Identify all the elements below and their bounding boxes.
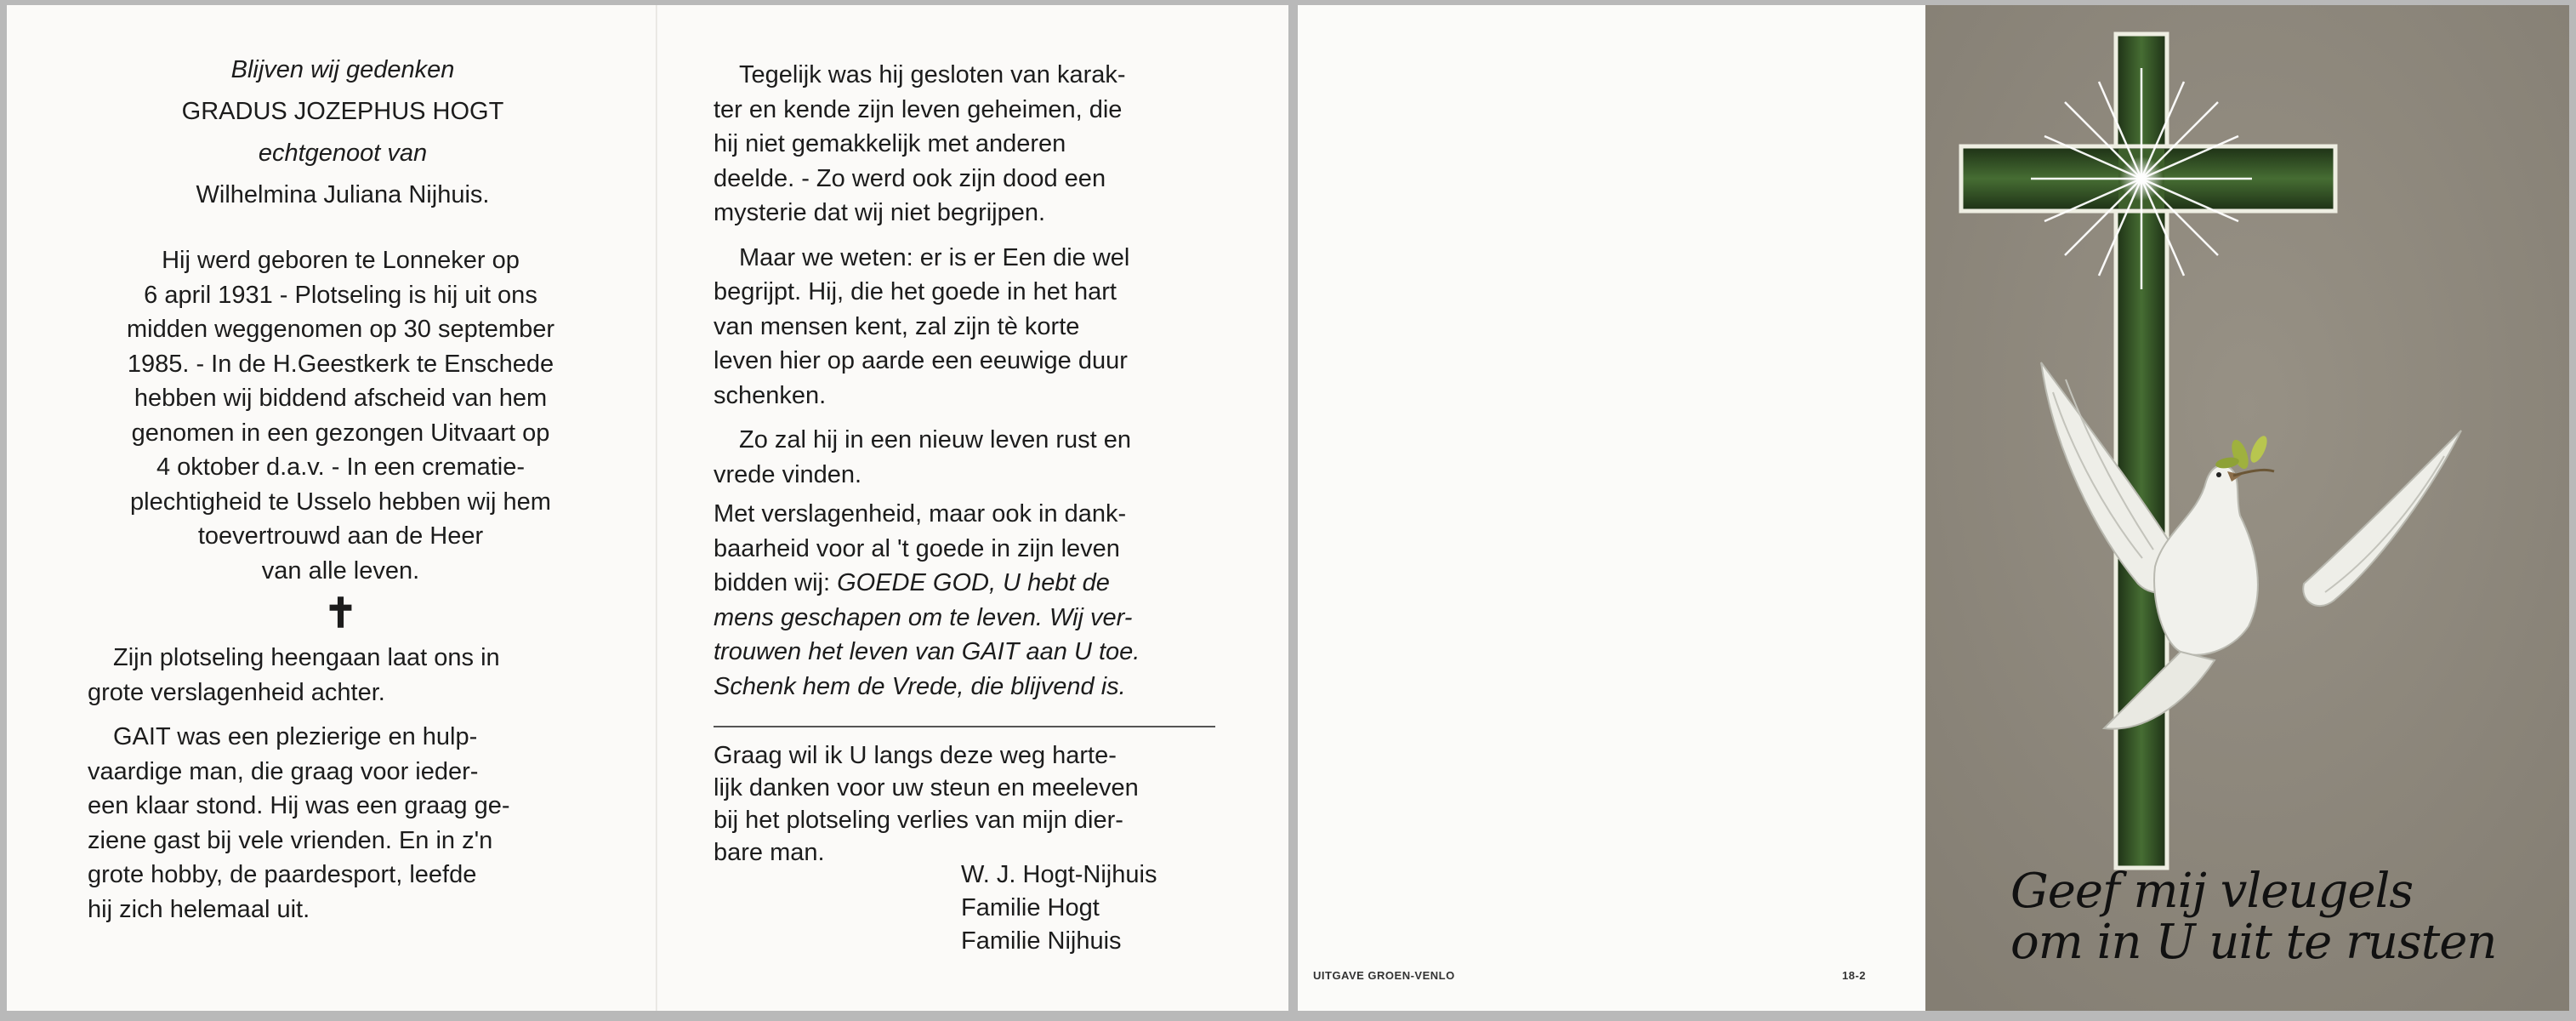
cover-verse — [2010, 866, 2538, 968]
signature-block — [961, 858, 1157, 958]
mystery-paragraph — [714, 58, 1215, 231]
text-line: deelde. - Zo werd ook zijn dood een — [714, 164, 1106, 192]
text-line: Tegelijk was hij gesloten van karak- — [739, 61, 1126, 88]
prayer-line: Schenk hem de Vrede, die blijvend is. — [714, 672, 1126, 700]
inner-right-panel — [656, 5, 1288, 1011]
text-line: vrede vinden. — [714, 460, 862, 488]
verse-line: Geef mij vleugels — [2010, 864, 2414, 919]
text-line: vaardige man, die graag voor ieder- — [88, 757, 479, 785]
text-line: grote verslagenheid achter. — [88, 678, 385, 706]
text-line: 1985. - In de H.Geestkerk te Enschede — [127, 350, 554, 378]
prayer-paragraph — [714, 497, 1215, 704]
text-line: 4 oktober d.a.v. - In een crematie- — [156, 453, 526, 481]
text-line: mysterie dat wij niet begrijpen. — [714, 199, 1046, 226]
verse-line: om in U uit te rusten — [2010, 915, 2497, 970]
publisher-imprint: UITGAVE GROEN-VENLO — [1313, 969, 1455, 982]
reflection-text — [714, 58, 1215, 704]
text-line: Met verslagenheid, maar ook in dank- — [714, 500, 1127, 528]
text-line: toevertrouwd aan de Heer — [197, 522, 484, 550]
text-line: van mensen kent, zal zijn tè korte — [714, 312, 1080, 340]
text-line: 6 april 1931 - Plotseling is hij uit ons — [144, 281, 537, 309]
text-line: bare man. — [714, 839, 825, 866]
thanks-paragraph — [714, 739, 1215, 869]
text-line: midden weggenomen op 30 september — [127, 316, 554, 343]
deceased-name: GRADUS JOZEPHUS HOGT — [181, 98, 504, 125]
signature-line: Familie Hogt — [961, 894, 1100, 921]
prayer-intro: bidden wij: — [714, 569, 838, 596]
text-line: een klaar stond. Hij was een graag ge- — [88, 792, 510, 819]
text-line: plechtigheid te Usselo hebben wij hem — [130, 488, 551, 516]
text-line: hij zich helemaal uit. — [88, 895, 310, 923]
text-line: hij niet gemakkelijk met anderen — [714, 130, 1066, 157]
biography-text — [88, 243, 594, 927]
text-line: GAIT was een plezierige en hulp- — [113, 723, 478, 750]
divider-line — [714, 726, 1215, 727]
faith-paragraph — [714, 241, 1215, 414]
memorial-header — [83, 49, 602, 216]
card-code: 18-2 — [1842, 969, 1867, 982]
text-line: Zijn plotseling heengaan laat ons in — [113, 644, 500, 671]
spouse-name: Wilhelmina Juliana Nijhuis. — [196, 181, 490, 208]
character-paragraph — [88, 720, 594, 927]
text-line: lijk danken voor uw steun en meeleven — [714, 774, 1139, 801]
biography-paragraph — [88, 243, 594, 588]
text-line: Zo zal hij in een nieuw leven rust en — [739, 426, 1132, 453]
rest-paragraph — [714, 423, 1215, 492]
text-line: Graag wil ik U langs deze weg harte- — [714, 742, 1117, 769]
text-line: grote hobby, de paardesport, leefde — [88, 861, 477, 888]
text-line: van alle leven. — [261, 556, 420, 585]
text-line: schenken. — [714, 381, 827, 409]
cross-icon: ✝ — [323, 591, 358, 636]
prayer-line: mens geschapen om te leven. Wij ver- — [714, 603, 1133, 631]
inner-left-panel — [7, 5, 656, 1011]
memorial-heading: Blijven wij gedenken — [230, 56, 455, 83]
fold-line — [657, 5, 658, 1011]
text-line: ziene gast bij vele vrienden. En in z'n — [88, 826, 493, 854]
prayer-line — [714, 566, 1215, 601]
text-line: Maar we weten: er is er Een die wel — [739, 243, 1130, 271]
text-line: Hij werd geboren te Lonneker op — [162, 247, 520, 274]
text-line: genomen in een gezongen Uitvaart op — [131, 419, 550, 447]
text-line: begrijpt. Hij, die het goede in het hart — [714, 278, 1117, 305]
text-line: bij het plotseling verlies van mijn dier- — [714, 807, 1123, 834]
text-line: leven hier op aarde een eeuwige duur — [714, 347, 1128, 374]
prayer-text: GOEDE GOD, U hebt de — [837, 569, 1110, 596]
text-line: hebben wij biddend afscheid van hem — [134, 385, 548, 412]
spouse-label: echtgenoot van — [258, 140, 428, 167]
cover-illustration — [1925, 5, 2569, 1011]
front-cover-panel — [1925, 5, 2569, 1011]
text-line: ter en kende zijn leven geheimen, die — [714, 95, 1123, 123]
star-glow-icon — [2119, 157, 2164, 201]
grief-paragraph — [88, 641, 594, 710]
prayer-line: trouwen het leven van GAIT aan U toe. — [714, 638, 1140, 665]
text-line: baarheid voor al 't goede in zijn leven — [714, 534, 1120, 562]
back-panel — [1298, 5, 1925, 1011]
signature-line: Familie Nijhuis — [961, 927, 1122, 955]
signature-line: W. J. Hogt-Nijhuis — [961, 861, 1157, 888]
